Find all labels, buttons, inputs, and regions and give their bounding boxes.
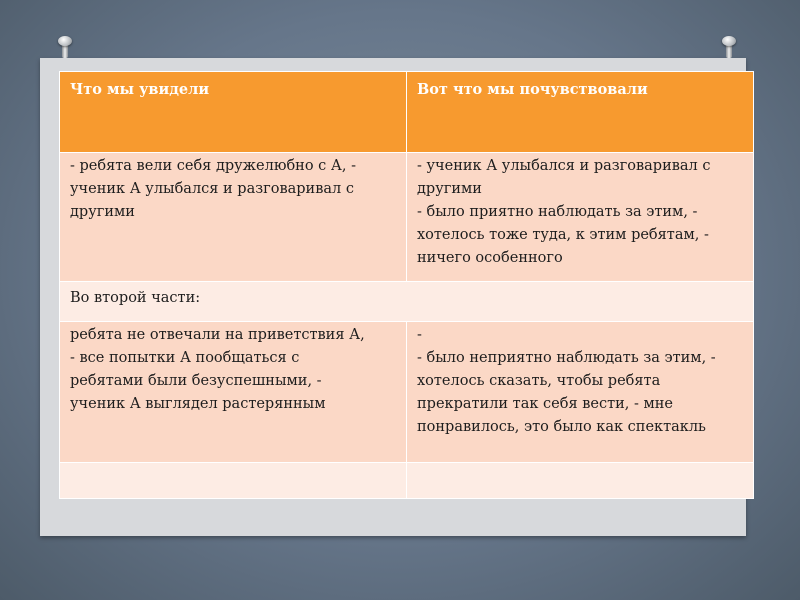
cell-line: ребятами были безуспешными, - — [70, 373, 322, 389]
cell-line: понравилось, это было как спектакль — [417, 419, 706, 435]
push-pin-icon — [722, 36, 736, 58]
table-row — [60, 322, 754, 463]
cell-line: ребята не отвечали на приветствия А, — [70, 327, 365, 343]
cell-line: - ребята вели себя дружелюбно с А, - — [70, 158, 356, 174]
cell-line: другими — [70, 204, 135, 220]
cell-line: ученик А улыбался и разговаривал с — [70, 181, 354, 197]
cell-line: другими — [417, 181, 482, 197]
cell-seen-part1 — [60, 153, 407, 282]
section-row — [60, 282, 754, 322]
cell-line: - все попытки А пообщаться с — [70, 350, 300, 366]
table-row — [60, 153, 754, 282]
push-pin-icon — [58, 36, 72, 58]
empty-cell — [60, 463, 407, 499]
cell-line: - было неприятно наблюдать за этим, - — [417, 350, 716, 366]
cell-line: прекратили так себя вести, - мне — [417, 396, 674, 412]
table-header-row — [60, 72, 754, 153]
cell-line: - было приятно наблюдать за этим, - — [417, 204, 698, 220]
comparison-table — [59, 71, 754, 499]
cell-line: хотелось сказать, чтобы ребята — [417, 373, 661, 389]
cell-felt-part2 — [407, 322, 754, 463]
empty-row — [60, 463, 754, 499]
cell-line: ничего особенного — [417, 250, 563, 266]
cell-line: - ученик А улыбался и разговаривал с — [417, 158, 711, 174]
header-cell-felt: Вот что мы почувствовали — [407, 72, 754, 153]
cell-felt-part1 — [407, 153, 754, 282]
empty-cell — [407, 463, 754, 499]
cell-line: ученик А выглядел растерянным — [70, 396, 326, 412]
cell-seen-part2 — [60, 322, 407, 463]
cell-line: - — [417, 327, 422, 343]
section-label: Во второй части: — [60, 282, 754, 322]
header-cell-seen: Что мы увидели — [60, 72, 407, 153]
cell-line: хотелось тоже туда, к этим ребятам, - — [417, 227, 709, 243]
